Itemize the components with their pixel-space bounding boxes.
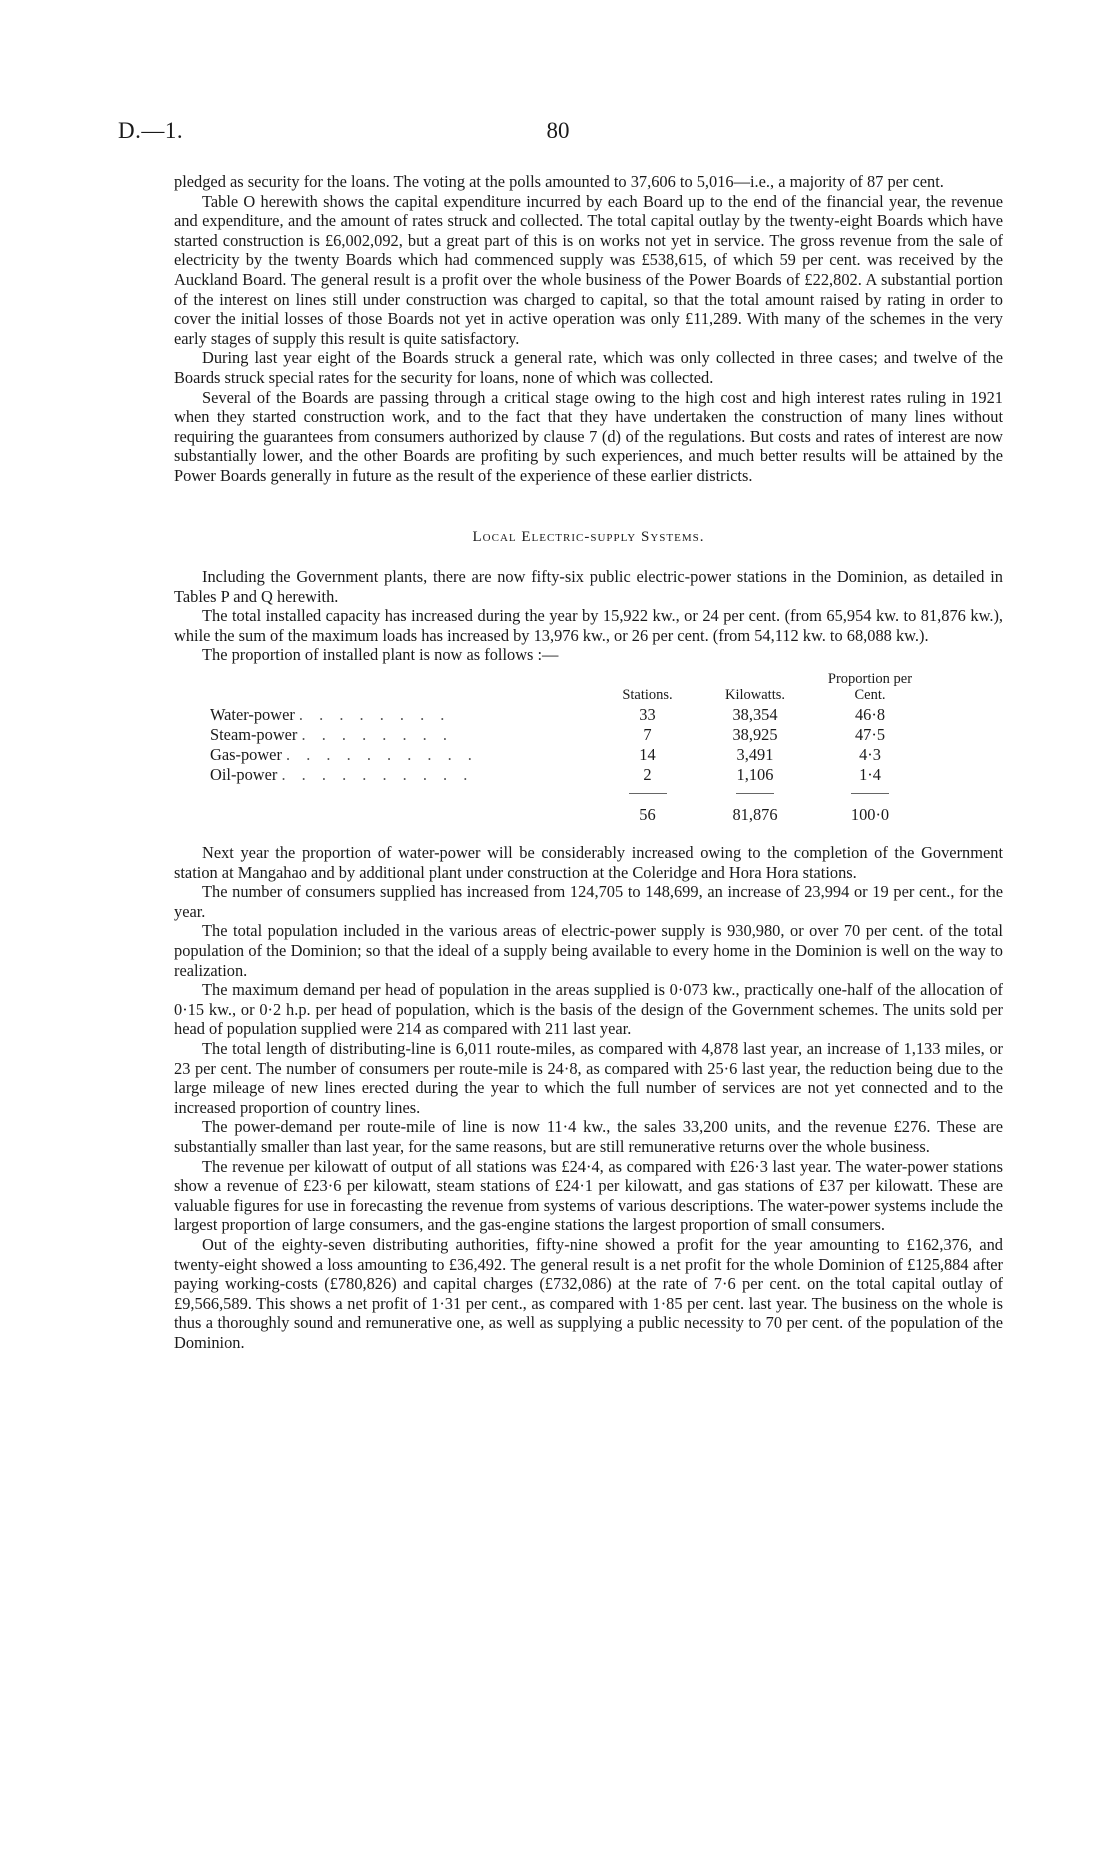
paragraph-table-o: Table O herewith shows the capital expenditure incurred by each Board up to the end of the financial year, the revenue and expenditure, and the amount of rates struck and collected. The total capital outlay by the twenty-eight Boards which have started construction is £6,002,092, but a great part of this is on works not yet in service. The gross revenue from the sale of electricity by the twenty Boards which had commenced supply was £538,615, of which 59 per cent. was received by the Auckland Board. The general result is a profit over the whole business of the Power Boards of £22,802. A substantial portion of the interest on lines still under construction was charged to capital, so that the total amount raised by rating in order to cover the initial losses of those Boards not yet in active operation was only £11,289. With many of the schemes in the very early stages of supply this result is quite satisfactory.	[174, 191, 1003, 348]
total-stations: 56	[639, 805, 656, 825]
total-rule	[736, 793, 774, 794]
paragraph-loans-continuation: pledged as security for the loans. The voting at the polls amounted to 37,606 to 5,016—i.e., a majority of 87 per cent.	[174, 172, 944, 191]
leader-dots: . . . . . . . .	[301, 725, 453, 745]
table-row	[210, 705, 925, 725]
paragraph-installed-capacity: The total installed capacity has increased during the year by 15,922 kw., or 24 per cent. (from 65,954 kw. to 81,876 kw.), while the sum of the maximum loads has increased by 13,976 kw., or 26 per cent. (from 54,112 kw. to 68,088 kw.).	[174, 606, 1003, 645]
page-header	[118, 118, 998, 150]
cell-proportion: 47·5	[854, 725, 886, 745]
paragraph-water-power: Next year the proportion of water-power will be considerably increased owing to the completion of the Government station at Mangahao and by additional plant under construction at the Coleridge and Hora Hora stations.	[174, 843, 1003, 882]
cell-proportion: 46·8	[854, 705, 886, 725]
paragraph-revenue-per-kilowatt: The revenue per kilowatt of output of all stations was £24·4, as compared with £26·3 last year. The water-power stations show a revenue of £23·6 per kilowatt, steam stations of £24·1 per kilowatt, and gas stations of £37 per kilowatt. These are valuable figures for use in forecasting the revenue from systems of various descriptions. The water-power systems include the largest proportion of large consumers, and the gas-engine stations the largest proportion of small consumers.	[174, 1156, 1003, 1235]
total-kilowatts: 81,876	[732, 805, 778, 825]
paragraph-maximum-demand: The maximum demand per head of population in the areas supplied is 0·073 kw., practically one-half of the allocation of 0·15 kw., or 0·2 h.p. per head of population, which is the basis of the design of the Government schemes. The units sold per head of population supplied were 214 as compared with 211 last year.	[174, 980, 1003, 1039]
table-header-row	[210, 671, 925, 705]
paragraph-distributing-line: The total length of distributing-line is 6,011 route-miles, as compared with 4,878 last year, an increase of 1,133 miles, or 23 per cent. The number of consumers per route-mile is 24·8, as compared with 25·6 last year, the reduction being due to the large mileage of new lines erected during the year to which the full number of services are not yet connected and to the increased proportion of country lines.	[174, 1039, 1003, 1117]
paragraph-critical-stage: Several of the Boards are passing through a critical stage owing to the high cost and high interest rates ruling in 1921 when they started construction work, and to the fact that they have undertaken the construction of many lines without requiring the guarantees from consumers authorized by clause 7 (d) of the regulations. But costs and rates of interest are now substantially lower, and the other Boards are profiting by such experiences, and much better results will be attained by the Power Boards generally in future as the result of the experience of these earlier districts.	[174, 387, 1003, 485]
paragraph-proportion-intro: The proportion of installed plant is now as follows :—	[202, 645, 559, 665]
cell-kilowatts: 38,925	[732, 725, 778, 745]
cell-stations: 2	[643, 765, 652, 785]
leader-dots: . . . . . . . . . .	[281, 765, 474, 785]
paragraph-power-demand: The power-demand per route-mile of line is now 11·4 kw., the sales 33,200 units, and the revenue £276. These are substantially smaller than last year, for the same reasons, but are still remunerative returns over the whole business.	[174, 1117, 1003, 1156]
paragraph-stations: Including the Government plants, there are now fifty-six public electric-power stations in the Dominion, as detailed in Tables P and Q herewith.	[174, 567, 1003, 606]
section-heading: Local Electric-supply Systems.	[472, 528, 705, 545]
row-label: Gas-power	[210, 745, 282, 765]
installed-plant-table	[210, 671, 925, 825]
table-row	[210, 765, 925, 785]
cell-kilowatts: 1,106	[736, 765, 774, 785]
header-proportion: Proportion per Cent.	[827, 671, 913, 704]
row-label: Oil-power	[210, 765, 278, 785]
total-proportion: 100·0	[850, 805, 890, 825]
total-rule-row	[210, 785, 925, 805]
cell-stations: 14	[639, 745, 656, 765]
document-reference: D.—1.	[118, 118, 184, 143]
row-label: Steam-power	[210, 725, 298, 745]
header-kilowatts: Kilowatts.	[724, 687, 785, 704]
cell-stations: 33	[639, 705, 656, 725]
cell-kilowatts: 38,354	[732, 705, 778, 725]
cell-kilowatts: 3,491	[736, 745, 774, 765]
header-stations: Stations.	[622, 687, 673, 704]
table-row	[210, 725, 925, 745]
leader-dots: . . . . . . . .	[298, 705, 451, 725]
page-number: 80	[546, 118, 570, 143]
row-label: Water-power	[210, 705, 295, 725]
paragraph-population: The total population included in the various areas of electric-power supply is 930,980, or over 70 per cent. of the total population of the Dominion; so that the ideal of a supply being available to every home in the Dominion is well on the way to realization.	[174, 921, 1003, 980]
cell-proportion: 1·4	[859, 765, 881, 785]
table-row	[210, 745, 925, 765]
cell-stations: 7	[643, 725, 652, 745]
cell-proportion: 4·3	[859, 745, 881, 765]
paragraph-consumers: The number of consumers supplied has increased from 124,705 to 148,699, an increase of 23,994 or 19 per cent., for the year.	[174, 882, 1003, 921]
paragraph-distributing-authorities: Out of the eighty-seven distributing authorities, fifty-nine showed a profit for the year amounting to £162,376, and twenty-eight showed a loss amounting to £36,492. The general result is a net profit for the whole Dominion of £125,884 after paying working-costs (£780,826) and capital charges (£732,086) at the rate of 7·6 per cent. on the total capital outlay of £9,566,589. This shows a net profit of 1·31 per cent., as compared with 1·85 per cent. last year. The business on the whole is thus a thoroughly sound and remunerative one, as well as supplying a public necessity to 70 per cent. of the population of the Dominion.	[174, 1234, 1003, 1352]
paragraph-rates: During last year eight of the Boards struck a general rate, which was only collected in three cases; and twelve of the Boards struck special rates for the security for loans, none of which was collected.	[174, 348, 1003, 387]
leader-dots: . . . . . . . . . .	[286, 745, 478, 765]
total-rule	[851, 793, 889, 794]
page-body	[174, 172, 1003, 1353]
total-rule	[629, 793, 667, 794]
table-total-row	[210, 805, 925, 825]
